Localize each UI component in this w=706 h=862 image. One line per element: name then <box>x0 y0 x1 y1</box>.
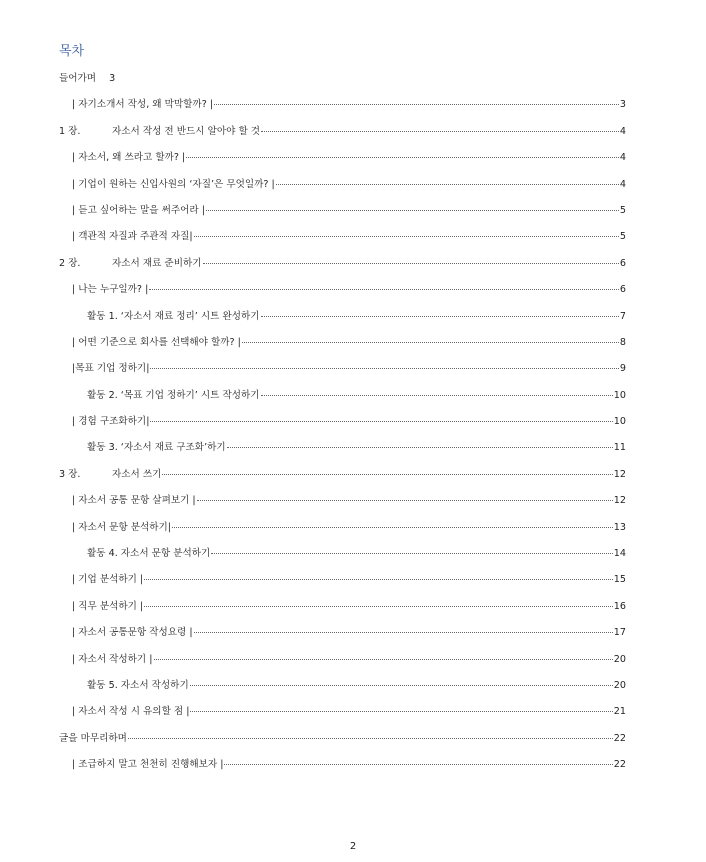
toc-entry-label: | 조급하지 말고 천천히 진행해보자 | <box>72 759 224 771</box>
toc-entry-label: 글을 마무리하며 <box>59 732 127 744</box>
toc-entry-label: 활동 3. ‘자소서 재료 구조화’하기 <box>87 442 226 454</box>
toc-entry-label: 활동 2. ‘목표 기업 정하기’ 시트 작성하기 <box>87 389 260 401</box>
toc-entry-label: 활동 1. ‘자소서 재료 정리’ 시트 완성하기 <box>87 310 260 322</box>
toc-entry-page: 5 <box>619 204 626 216</box>
toc-activity-entry[interactable] <box>0 435 706 461</box>
toc-activity-entry[interactable] <box>0 304 706 330</box>
toc-entry[interactable] <box>0 356 706 382</box>
toc-entry-page: 22 <box>613 759 626 771</box>
toc-entry[interactable] <box>0 145 706 171</box>
toc-entry-label: | 자소서, 왜 쓰라고 할까? | <box>72 152 186 164</box>
dot-leader <box>203 263 619 264</box>
toc-entry[interactable] <box>0 567 706 593</box>
toc-entry-page: 12 <box>613 468 626 480</box>
dot-leader <box>261 316 619 317</box>
toc-entry-page: 20 <box>613 653 626 665</box>
toc-entry[interactable] <box>0 752 706 778</box>
toc-entry-page: 6 <box>619 284 626 296</box>
toc-entry-intro[interactable] <box>0 66 706 92</box>
toc-entry[interactable] <box>0 699 706 725</box>
toc-entry[interactable] <box>0 224 706 250</box>
toc-entry-page: 15 <box>613 574 626 586</box>
dot-leader <box>149 289 619 290</box>
dot-leader <box>144 606 613 607</box>
toc-chapter-number: 1 장. <box>59 125 81 137</box>
toc-entry-page: 22 <box>613 732 626 744</box>
toc-entry-page: 10 <box>613 389 626 401</box>
toc-entry-page: 3 <box>109 73 116 84</box>
toc-entry[interactable] <box>0 620 706 646</box>
toc-entry-label: 자소서 작성 전 반드시 알아야 할 것 <box>112 125 261 137</box>
toc-entry-page: 9 <box>619 363 626 375</box>
dot-leader <box>227 447 613 448</box>
dot-leader <box>190 685 613 686</box>
dot-leader <box>206 210 619 211</box>
dot-leader <box>197 500 613 501</box>
toc-entry-label: | 자소서 문항 분석하기| <box>72 521 172 533</box>
toc-entry-page: 8 <box>619 336 626 348</box>
toc-entry[interactable] <box>0 515 706 541</box>
dot-leader <box>162 474 612 475</box>
toc-chapter-entry[interactable] <box>0 119 706 145</box>
dot-leader <box>186 157 619 158</box>
dot-leader <box>276 184 619 185</box>
dot-leader <box>190 711 612 712</box>
toc-entry-label: | 자소서 작성 시 유의할 점 | <box>72 706 190 718</box>
toc-entry[interactable] <box>0 647 706 673</box>
toc-entry-label: | 직무 분석하기 | <box>72 600 144 612</box>
dot-leader <box>194 236 619 237</box>
dot-leader <box>242 342 619 343</box>
toc-entry-page: 14 <box>613 548 626 560</box>
toc-entry[interactable] <box>0 277 706 303</box>
toc-activity-entry[interactable] <box>0 673 706 699</box>
toc-entry[interactable] <box>0 409 706 435</box>
toc-section-entry[interactable] <box>0 726 706 752</box>
toc-chapter-entry[interactable] <box>0 462 706 488</box>
toc-entry-page: 10 <box>613 416 626 428</box>
toc-entry-page: 16 <box>613 600 626 612</box>
toc-entry-page: 4 <box>619 152 626 164</box>
toc-entry-label: | 자기소개서 작성, 왜 막막할까? | <box>72 99 214 111</box>
toc-entry[interactable] <box>0 198 706 224</box>
toc-entry-label: | 자소서 공통 문항 살펴보기 | <box>72 495 196 507</box>
toc-entry-page: 4 <box>619 178 626 190</box>
toc-chapter-number: 3 장. <box>59 468 81 480</box>
toc-chapter-entry[interactable] <box>0 251 706 277</box>
toc-entry-label: | 듣고 싶어하는 말을 써주어라 | <box>72 204 205 216</box>
toc-chapter-number: 2 장. <box>59 257 81 269</box>
toc-entry[interactable] <box>0 488 706 514</box>
toc-entry-label: 자소서 쓰기 <box>112 468 162 480</box>
toc-entry-label: | 경험 구조화하기| <box>72 416 150 428</box>
toc-entry[interactable] <box>0 330 706 356</box>
toc-title: 목차 <box>59 44 85 59</box>
toc-entry-page: 17 <box>613 627 626 639</box>
toc-entry[interactable] <box>0 594 706 620</box>
toc-entry-label: | 객관적 자질과 주관적 자질| <box>72 231 193 243</box>
toc-entry-label: |목표 기업 정하기| <box>72 363 150 375</box>
toc-entry-label: | 기업 분석하기 | <box>72 574 144 586</box>
toc-entry-page: 5 <box>619 231 626 243</box>
dot-leader <box>261 395 613 396</box>
dot-leader <box>144 579 613 580</box>
dot-leader <box>211 553 612 554</box>
toc-entry-page: 12 <box>613 495 626 507</box>
dot-leader <box>150 368 618 369</box>
toc-activity-entry[interactable] <box>0 383 706 409</box>
toc-entry-page: 21 <box>613 706 626 718</box>
dot-leader <box>261 131 619 132</box>
toc-entry-page: 6 <box>619 257 626 269</box>
dot-leader <box>224 764 612 765</box>
dot-leader <box>154 659 613 660</box>
toc-entry-label: 자소서 재료 준비하기 <box>112 257 202 269</box>
toc-entry-page: 4 <box>619 125 626 137</box>
toc-list <box>0 66 706 779</box>
toc-entry-label: | 나는 누구일까? | <box>72 284 149 296</box>
toc-entry-page: 11 <box>613 442 626 454</box>
toc-entry-label: 들어가며 <box>59 73 97 84</box>
toc-entry-label: 활동 4. 자소서 문항 분석하기 <box>87 548 211 560</box>
dot-leader <box>128 738 613 739</box>
toc-entry-page: 7 <box>619 310 626 322</box>
dot-leader <box>172 527 613 528</box>
toc-entry-label: 활동 5. 자소서 작성하기 <box>87 679 189 691</box>
toc-entry[interactable] <box>0 172 706 198</box>
toc-entry-page: 3 <box>619 99 626 111</box>
toc-activity-entry[interactable] <box>0 541 706 567</box>
toc-entry-page: 20 <box>613 679 626 691</box>
dot-leader <box>150 421 612 422</box>
dot-leader <box>194 632 613 633</box>
toc-entry-label: | 자소서 공통문항 작성요령 | <box>72 627 193 639</box>
toc-entry-page: 13 <box>613 521 626 533</box>
toc-entry-label: | 자소서 작성하기 | <box>72 653 153 665</box>
toc-entry-label: | 기업이 원하는 신입사원의 ‘자질’은 무엇일까? | <box>72 178 275 190</box>
toc-entry[interactable] <box>0 92 706 118</box>
page-number: 2 <box>349 841 357 852</box>
toc-entry-label: | 어떤 기준으로 회사를 선택해야 할까? | <box>72 336 241 348</box>
dot-leader <box>214 104 619 105</box>
